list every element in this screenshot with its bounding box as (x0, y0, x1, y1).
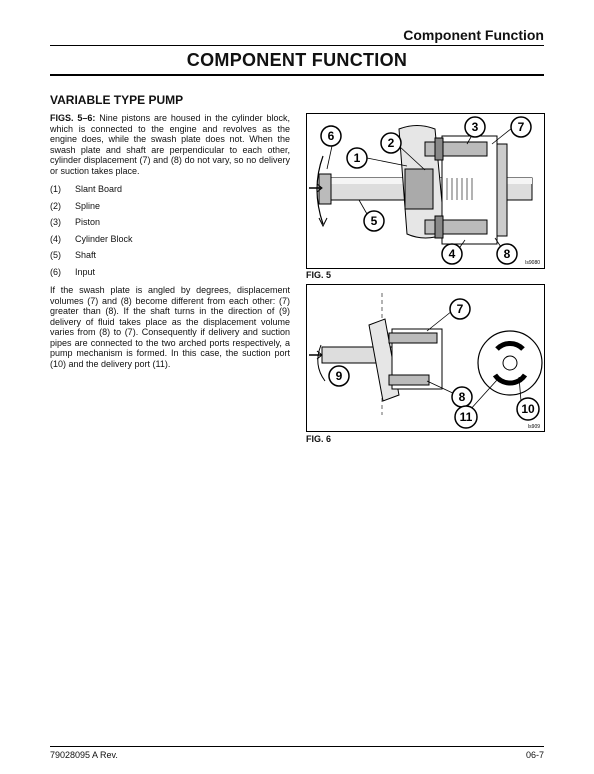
intro-text: Nine pistons are housed in the cylinder block, which is connected to the engine and revolves as the engine does, while the swash plate does not. When the swash plate and shaft are perpendicular to each other, cylinder displacement (7) and (8) do not vary, so no delivery or suction takes place. (50, 113, 290, 176)
list-item (50, 184, 133, 201)
figure-5 (306, 113, 545, 269)
list-item (50, 267, 133, 284)
svg-text:7: 7 (456, 302, 464, 316)
page-title: COMPONENT FUNCTION (186, 50, 408, 70)
svg-text:11: 11 (459, 410, 473, 424)
svg-text:6: 6 (327, 129, 335, 143)
item-number: (4) (50, 233, 61, 244)
parts-list (50, 184, 133, 283)
figure-6-caption: FIG. 6 (306, 434, 332, 444)
item-label: Cylinder Block (75, 233, 133, 244)
svg-text:1: 1 (353, 151, 361, 165)
item-label: Piston (75, 217, 101, 227)
header-rule (50, 45, 544, 46)
list-item (50, 201, 133, 218)
callout-1 (347, 148, 367, 168)
callout-8 (497, 244, 517, 264)
item-number: (3) (50, 217, 61, 227)
callout-2 (381, 133, 401, 153)
list-item (50, 217, 133, 234)
figure-6-illustration (307, 285, 544, 431)
callout-5 (364, 211, 384, 231)
figure-5-caption: FIG. 5 (306, 270, 332, 280)
item-number: (5) (50, 250, 61, 260)
item-number: (2) (50, 200, 61, 211)
callout-4 (442, 244, 462, 264)
footer-rule (50, 746, 544, 747)
svg-text:3: 3 (471, 120, 479, 134)
callout-10 (517, 398, 539, 420)
figure-5-code: ls9080 (525, 260, 540, 266)
intro-lead: FIGS. 5–6: (50, 113, 96, 123)
list-item (50, 234, 133, 251)
callout-7 (511, 117, 531, 137)
doc-number: 79028095 A Rev. (50, 750, 118, 760)
intro-paragraph (50, 113, 290, 176)
svg-text:10: 10 (521, 402, 535, 416)
list-item (50, 250, 133, 267)
item-label: Slant Board (75, 184, 123, 194)
item-label: Input (75, 266, 96, 277)
figure-6-code: ls909 (528, 424, 540, 430)
callout-7 (450, 299, 470, 319)
figure-6 (306, 284, 545, 432)
svg-text:8: 8 (458, 390, 466, 404)
svg-text:2: 2 (387, 136, 395, 150)
callout-8 (452, 387, 472, 407)
item-label: Shaft (75, 250, 97, 260)
item-number: (6) (50, 266, 61, 277)
item-label: Spline (75, 200, 101, 211)
item-number: (1) (50, 184, 61, 194)
section-heading: VARIABLE TYPE PUMP (50, 93, 184, 107)
callout-6 (321, 126, 341, 146)
callout-9 (329, 366, 349, 386)
title-rule (50, 74, 544, 76)
page-number: 06-7 (525, 750, 544, 760)
running-head: Component Function (403, 27, 544, 43)
svg-text:5: 5 (370, 214, 378, 228)
svg-text:4: 4 (448, 247, 456, 261)
svg-text:7: 7 (517, 120, 525, 134)
svg-text:8: 8 (503, 247, 511, 261)
callout-3 (465, 117, 485, 137)
outro-paragraph: If the swash plate is angled by degrees, displacement volumes (7) and (8) become different from each other: (7) greater than (8). If the shaft turns in the direction of (9) delivery of fluid takes place as the displacement volume varies from (8) to (7). Consequently if delivery and suction pipes are connected to the two arched ports respectively, a pump mechanism is formed. In this case, the suction port (10) and the delivery port (11). (50, 285, 290, 369)
figure-5-illustration (307, 114, 544, 268)
callout-11 (455, 406, 477, 428)
svg-text:9: 9 (335, 369, 343, 383)
